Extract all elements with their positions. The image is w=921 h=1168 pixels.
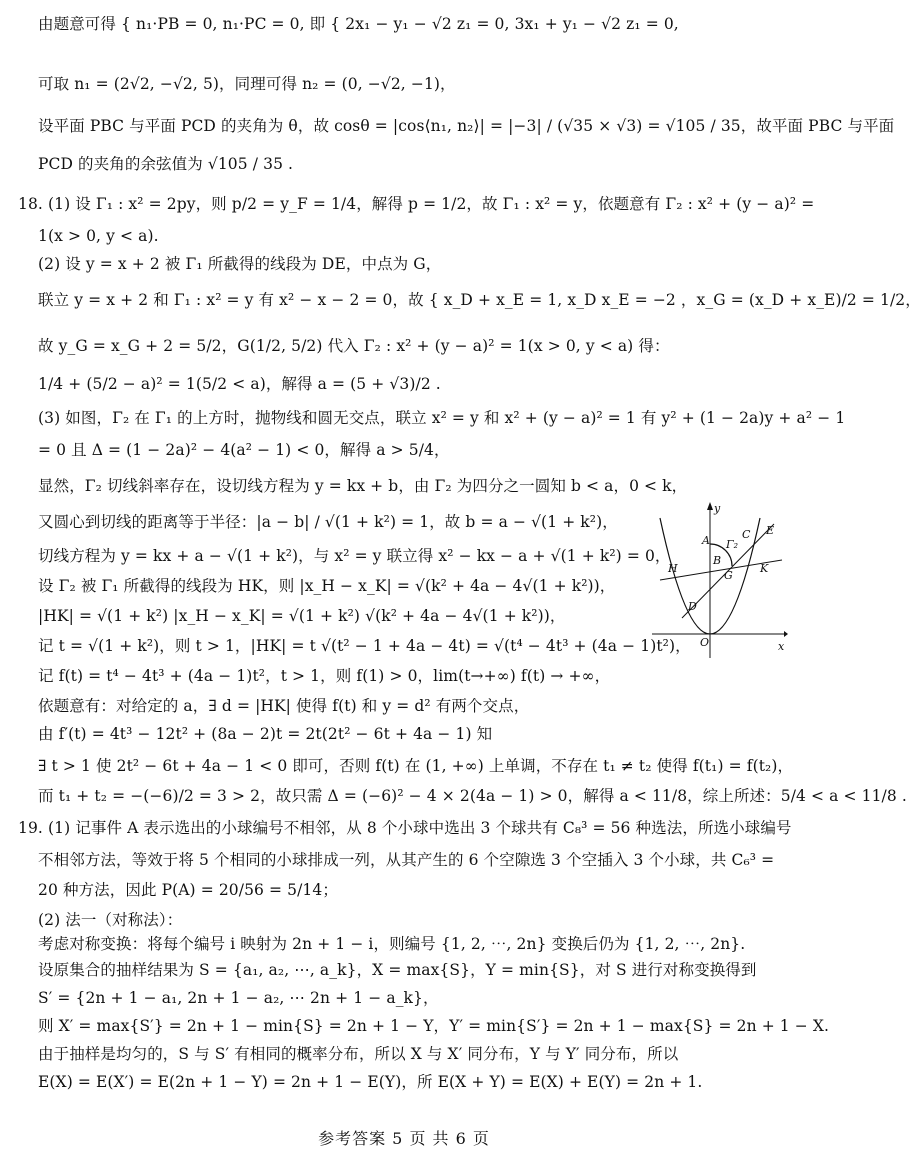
- text-line: 可取 n₁ = (2√2, −√2, 5)，同理可得 n₂ = (0, −√2, −1)，: [38, 75, 456, 93]
- text-line: 则 X′ = max{S′} = 2n + 1 − min{S} = 2n + 1 − Y，Y′ = min{S′} = 2n + 1 − max{S} = 2n + 1 − X.: [38, 1017, 830, 1035]
- text-line: 设 Γ₂ 被 Γ₁ 所截得的线段为 HK，则 |x_H − x_K| = √(k² + 4a − 4√(1 + k²))，: [38, 577, 616, 595]
- label-x: x: [778, 640, 785, 653]
- label-c: C: [742, 528, 751, 541]
- label-d: D: [688, 600, 697, 613]
- parabola-circle-figure: [650, 500, 788, 660]
- y-axis-arrow: [707, 502, 713, 510]
- label-a: A: [702, 534, 710, 547]
- problem-18-heading-line: 18. (1) 设 Γ₁ : x² = 2py，则 p/2 = y_F = 1/4，解得 p = 1/2，故 Γ₁ : x² = y，依题意有 Γ₂ : x² + (y − a)² =: [18, 195, 815, 213]
- problem-19-heading-line: 19. (1) 记事件 A 表示选出的小球编号不相邻，从 8 个小球中选出 3 个球共有 C₈³ = 56 种选法，所选小球编号: [18, 819, 792, 837]
- text-line: 由 f′(t) = 4t³ − 12t² + (8a − 2)t = 2t(2t² − 6t + 4a − 1) 知: [38, 725, 493, 743]
- text-line: 切线方程为 y = kx + a − √(1 + k²)，与 x² = y 联立得 x² − kx − a + √(1 + k²) = 0，: [38, 547, 671, 565]
- text-line: 显然，Γ₂ 切线斜率存在，设切线方程为 y = kx + b，由 Γ₂ 为四分之一圆知 b < a，0 < k，: [38, 477, 688, 495]
- text-line: 1/4 + (5/2 − a)² = 1(5/2 < a)，解得 a = (5 + √3)/2 .: [38, 375, 441, 393]
- text-line: (2) 法一（对称法）：: [38, 911, 183, 929]
- text-line: |HK| = √(1 + k²) |x_H − x_K| = √(1 + k²) √(k² + 4a − 4√(1 + k²))，: [38, 607, 566, 625]
- text-line: 由题意可得 { n₁·PB = 0, n₁·PC = 0, 即 { 2x₁ − y₁ − √2 z₁ = 0, 3x₁ + y₁ − √2 z₁ = 0,: [38, 15, 679, 33]
- text-line: S′ = {2n + 1 − a₁, 2n + 1 − a₂, ⋯ 2n + 1 − a_k}，: [38, 989, 439, 1007]
- text-line: ∃ t > 1 使 2t² − 6t + 4a − 1 < 0 即可，否则 f(t) 在 (1, +∞) 上单调，不存在 t₁ ≠ t₂ 使得 f(t₁) = f(t₂)，: [38, 757, 794, 775]
- text-line: 1(x > 0, y < a).: [38, 227, 159, 245]
- text-line: 又圆心到切线的距离等于半径：|a − b| / √(1 + k²) = 1，故 b = a − √(1 + k²)，: [38, 513, 618, 531]
- text-line: E(X) = E(X′) = E(2n + 1 − Y) = 2n + 1 − E(Y)，所 E(X + Y) = E(X) + E(Y) = 2n + 1.: [38, 1073, 703, 1091]
- text-line: 记 f(t) = t⁴ − 4t³ + (4a − 1)t²，t > 1，则 f(1) > 0，lim(t→+∞) f(t) → +∞，: [38, 667, 611, 685]
- text-line: 联立 y = x + 2 和 Γ₁ : x² = y 有 x² − x − 2 = 0，故 { x_D + x_E = 1, x_D x_E = −2 ，x_G = (x_D + x_E)/2 = 1/2，: [38, 291, 921, 309]
- x-axis-arrow: [784, 631, 788, 637]
- text-line: 故 y_G = x_G + 2 = 5/2，G(1/2, 5/2) 代入 Γ₂ : x² + (y − a)² = 1(x > 0, y < a) 得：: [38, 337, 670, 355]
- text-line: PCD 的夹角的余弦值为 √105 / 35 .: [38, 155, 294, 173]
- text-line: 不相邻方法，等效于将 5 个相同的小球排成一列，从其产生的 6 个空隙选 3 个空插入 3 个小球，共 C₆³ =: [38, 851, 775, 869]
- text-line: 依题意有：对给定的 a，∃ d = |HK| 使得 f(t) 和 y = d² 有两个交点，: [38, 697, 530, 715]
- text-line: 20 种方法，因此 P(A) = 20/56 = 5/14；: [38, 881, 338, 899]
- text-line: 考虑对称变换：将每个编号 i 映射为 2n + 1 − i，则编号 {1, 2, ⋯, 2n} 变换后仍为 {1, 2, ⋯, 2n}.: [38, 935, 746, 953]
- text-line: (2) 设 y = x + 2 被 Γ₁ 所截得的线段为 DE，中点为 G，: [38, 255, 442, 273]
- text-line: (3) 如图，Γ₂ 在 Γ₁ 的上方时，抛物线和圆无交点，联立 x² = y 和 x² + (y − a)² = 1 有 y² + (1 − 2a)y + a² − 1: [38, 409, 846, 427]
- text-line: 记 t = √(1 + k²)，则 t > 1，|HK| = t √(t² − 1 + 4a − 4t) = √(t⁴ − 4t³ + (4a − 1)t²)，: [38, 637, 691, 655]
- text-line: = 0 且 Δ = (1 − 2a)² − 4(a² − 1) < 0，解得 a > 5/4，: [38, 441, 450, 459]
- label-o: O: [700, 636, 710, 649]
- label-e: E: [766, 524, 775, 537]
- page-footer: 参考答案 5 页 共 6 页: [318, 1129, 490, 1148]
- label-gamma2: Γ₂: [726, 538, 739, 551]
- text-line: 而 t₁ + t₂ = −(−6)/2 = 3 > 2，故只需 Δ = (−6)² − 4 × 2(4a − 1) > 0，解得 a < 11/8，综上所述：5/4 < a < 11/8 .: [38, 787, 907, 805]
- text-line: 设平面 PBC 与平面 PCD 的夹角为 θ，故 cosθ = |cos⟨n₁, n₂⟩| = |−3| / (√35 × √3) = √105 / 35，故平面 PBC 与平面: [38, 117, 895, 135]
- label-h: H: [668, 562, 678, 575]
- label-k: K: [760, 562, 769, 575]
- label-b: B: [713, 554, 722, 567]
- text-line: 由于抽样是均匀的，S 与 S′ 有相同的概率分布，所以 X 与 X′ 同分布，Y 与 Y′ 同分布，所以: [38, 1045, 679, 1063]
- text-line: 设原集合的抽样结果为 S = {a₁, a₂, ⋯, a_k}，X = max{S}，Y = min{S}，对 S 进行对称变换得到: [38, 961, 757, 979]
- label-g: G: [724, 569, 733, 582]
- label-y: y: [714, 502, 721, 515]
